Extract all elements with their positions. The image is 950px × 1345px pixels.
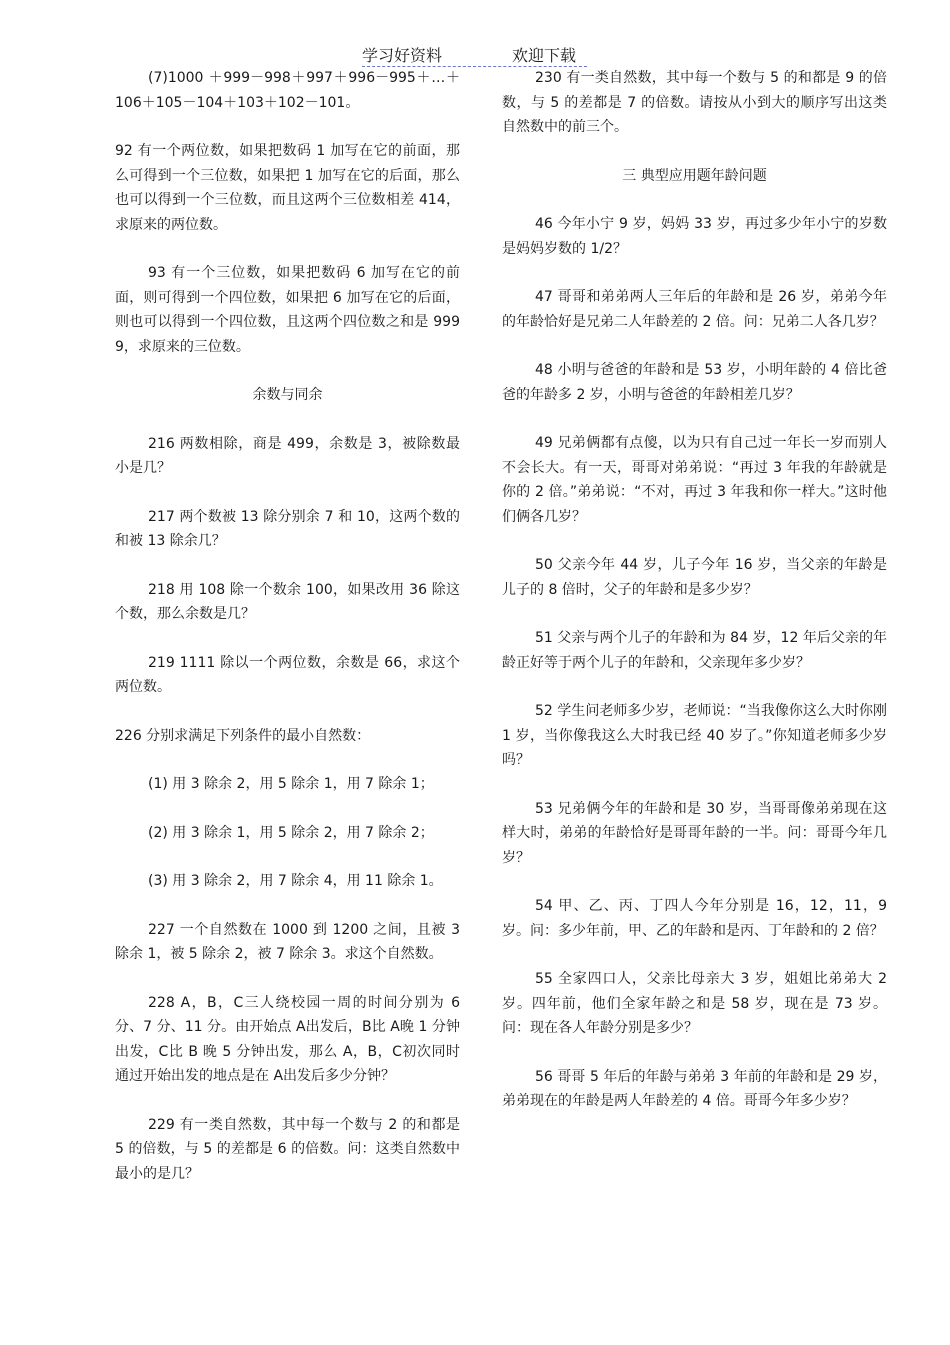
problem-55: 55 全家四口人，父亲比母亲大 3 岁，姐姐比弟弟大 2 岁。四年前，他们全家年龄之和是 58 岁，现在是 73 岁。问：现在各人年龄分别是多少？ bbox=[502, 971, 887, 1036]
problem-217: 217 两个数被 13 除分别余 7 和 10，这两个数的和被 13 除余几？ bbox=[115, 508, 460, 549]
problem-56: 56 哥哥 5 年后的年龄与弟弟 3 年前的年龄和是 29 岁，弟弟现在的年龄是两人年龄差的 4 倍。哥哥今年多少岁？ bbox=[502, 1068, 887, 1109]
problem-7: (7)1000 ＋999－998＋997＋996－995＋…＋106＋105－104＋103＋102－101。 bbox=[115, 70, 460, 111]
problem-93: 93 有一个三位数，如果把数码 6 加写在它的前面，则可得到一个四位数，如果把 6 加写在它的后面，则也可以得到一个四位数，且这两个四位数之和是 9999，求原来的三位数。 bbox=[115, 265, 460, 355]
problem-52: 52 学生问老师多少岁，老师说：“当我像你这么大时你刚 1 岁，当你像我这么大时我已经 40 岁了。”你知道老师多少岁吗？ bbox=[502, 703, 887, 768]
left-column bbox=[115, 66, 460, 1210]
problem-226: 226 分别求满足下列条件的最小自然数： bbox=[115, 727, 371, 744]
header-right-text: 欢迎下载 bbox=[512, 46, 577, 65]
problem-226-part-1: (1) 用 3 除余 2，用 5 除余 1，用 7 除余 1； bbox=[148, 776, 434, 792]
problem-216: 216 两数相除，商是 499，余数是 3，被除数最小是几？ bbox=[115, 435, 460, 476]
problem-226-part-2: (2) 用 3 除余 1，用 5 除余 2，用 7 除余 2； bbox=[148, 824, 434, 841]
right-column bbox=[502, 66, 887, 1138]
header-left-text: 学习好资料 bbox=[362, 46, 443, 65]
problem-229: 229 有一类自然数，其中每一个数与 2 的和都是 5 的倍数，与 5 的差都是 6 的倍数。问：这类自然数中最小的是几？ bbox=[115, 1116, 460, 1182]
problem-226-part-3: (3) 用 3 除余 2，用 7 除余 4，用 11 除余 1。 bbox=[148, 873, 443, 889]
page-header bbox=[362, 40, 587, 67]
section-title-remainder: 余数与同余 bbox=[252, 387, 323, 403]
problem-219: 219 1111 除以一个两位数，余数是 66，求这个两位数。 bbox=[115, 654, 460, 695]
problem-230: 230 有一类自然数，其中每一个数与 5 的和都是 9 的倍数，与 5 的差都是 7 的倍数。请按从小到大的顺序写出这类自然数中的前三个。 bbox=[502, 70, 887, 135]
problem-47: 47 哥哥和弟弟两人三年后的年龄和是 26 岁，弟弟今年的年龄恰好是兄弟二人年龄差的 2 倍。问：兄弟二人各几岁？ bbox=[502, 289, 887, 330]
problem-227: 227 一个自然数在 1000 到 1200 之间，且被 3 除余 1，被 5 除余 2，被 7 除余 3。求这个自然数。 bbox=[115, 921, 460, 962]
problem-49: 49 兄弟俩都有点傻，以为只有自己过一年长一岁而别人不会长大。有一天，哥哥对弟弟说：“再过 3 年我的年龄就是你的 2 倍。”弟弟说：“不对，再过 3 年我和你一样大。”这时他们俩各几岁？ bbox=[502, 435, 887, 525]
problem-46: 46 今年小宁 9 岁，妈妈 33 岁，再过多少年小宁的岁数是妈妈岁数的 1/2？ bbox=[502, 216, 887, 257]
problem-53: 53 兄弟俩今年的年龄和是 30 岁，当哥哥像弟弟现在这样大时，弟弟的年龄恰好是哥哥年龄的一半。问：哥哥今年几岁？ bbox=[502, 800, 887, 866]
problem-50: 50 父亲今年 44 岁，儿子今年 16 岁，当父亲的年龄是儿子的 8 倍时，父子的年龄和是多少岁？ bbox=[502, 557, 887, 598]
problem-218: 218 用 108 除一个数余 100，如果改用 36 除这个数，那么余数是几？ bbox=[115, 581, 460, 622]
problem-54: 54 甲、乙、丙、丁四人今年分别是 16，12，11，9 岁。问：多少年前，甲、乙的年龄和是丙、丁年龄和的 2 倍？ bbox=[502, 898, 887, 939]
problem-92: 92 有一个两位数，如果把数码 1 加写在它的前面，那么可得到一个三位数，如果把 1 加写在它的后面，那么也可以得到一个三位数，而且这两个三位数相差 414，求原来的两位数。 bbox=[115, 143, 460, 233]
problem-48: 48 小明与爸爸的年龄和是 53 岁，小明年龄的 4 倍比爸爸的年龄多 2 岁，小明与爸爸的年龄相差几岁？ bbox=[502, 362, 887, 403]
problem-51: 51 父亲与两个儿子的年龄和为 84 岁，12 年后父亲的年龄正好等于两个儿子的年龄和，父亲现年多少岁？ bbox=[502, 630, 887, 671]
section-title-age-problems: 三 典型应用题年龄问题 bbox=[622, 167, 767, 184]
problem-228: 228 A，B，C三人绕校园一周的时间分别为 6 分、7 分、11 分。由开始点 A出发后，B比 A晚 1 分钟出发，C比 B 晚 5 分钟出发，那么 A，B，C初次同时通过开始出发的地点是在 A出发后多少分钟？ bbox=[115, 994, 460, 1084]
